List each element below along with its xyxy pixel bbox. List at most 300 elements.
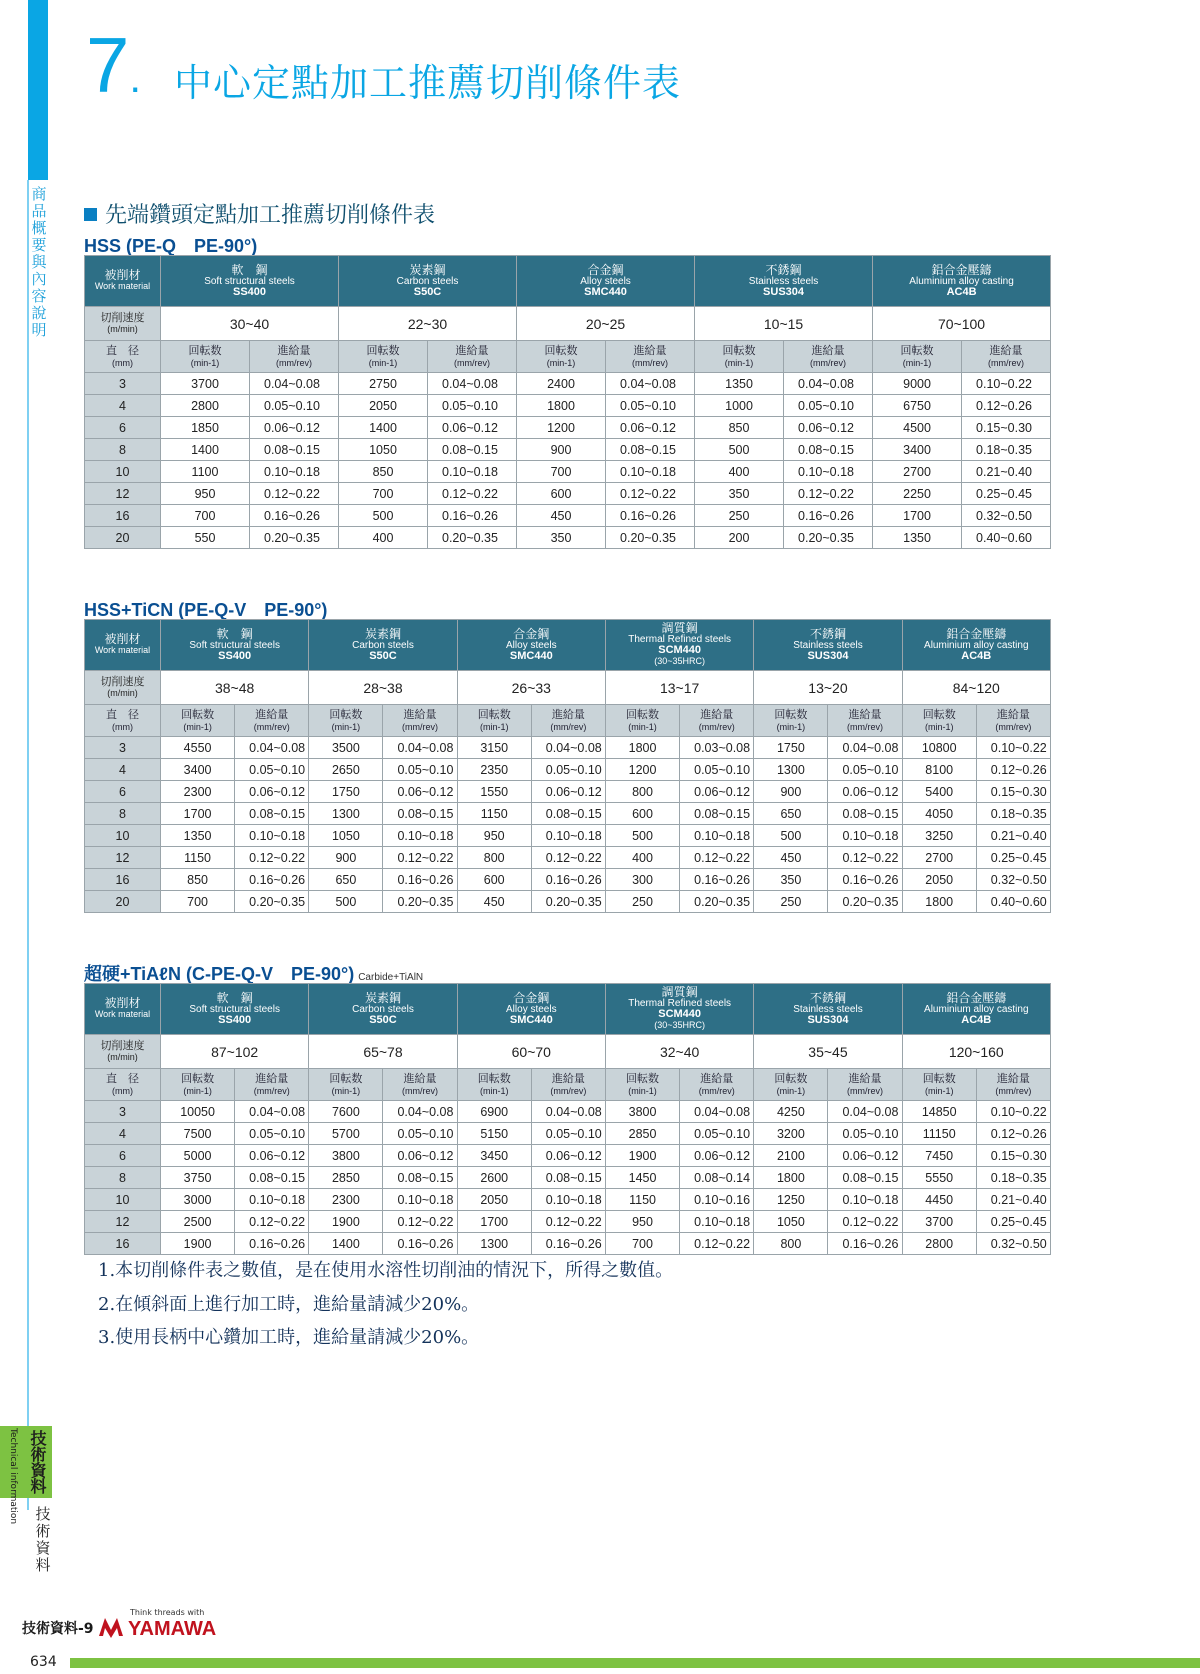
diameter-cell: 4 <box>85 395 161 417</box>
diameter-cell: 16 <box>85 869 161 891</box>
feed-header-zh: 進給量 <box>700 1072 734 1085</box>
material-header-cell <box>695 256 873 307</box>
feed-cell: 0.12~0.26 <box>976 759 1050 781</box>
feed-cell: 0.16~0.26 <box>531 1233 605 1255</box>
material-code: SS400 <box>218 1013 252 1026</box>
diameter-label <box>85 341 161 373</box>
feed-cell: 0.16~0.26 <box>784 505 873 527</box>
material-name-en: Stainless steels <box>793 639 863 651</box>
feed-header <box>250 341 339 373</box>
rpm-cell: 1800 <box>902 891 976 913</box>
feed-cell: 0.32~0.50 <box>962 505 1051 527</box>
feed-cell: 0.05~0.10 <box>680 1123 754 1145</box>
feed-header-zh: 進給量 <box>255 708 289 721</box>
cutting-speed-label <box>85 307 161 341</box>
material-hardness: (30~35HRC) <box>654 1020 706 1030</box>
rpm-header-zh: 回転数 <box>900 344 934 357</box>
feed-cell: 0.12~0.22 <box>250 483 339 505</box>
diameter-unit: (mm) <box>112 721 133 732</box>
cutting-table-carbide-tialn <box>84 983 1051 1255</box>
feed-header <box>680 705 754 737</box>
cutting-speed-value: 10~15 <box>695 307 873 341</box>
material-name-zh: 合金鋼 <box>513 626 550 641</box>
feed-cell: 0.12~0.22 <box>235 847 309 869</box>
rpm-header <box>309 1069 383 1101</box>
material-code: SCM440 <box>658 1008 702 1020</box>
diameter-cell: 8 <box>85 439 161 461</box>
column-subheader-row <box>85 341 1051 373</box>
rpm-cell: 600 <box>517 483 606 505</box>
feed-header-unit: (mm/rev) <box>550 721 587 732</box>
table-row <box>85 1101 1051 1123</box>
table-row <box>85 803 1051 825</box>
table-row <box>85 483 1051 505</box>
rpm-cell: 1250 <box>754 1189 828 1211</box>
diameter-unit: (mm) <box>112 357 133 368</box>
material-header-cell <box>873 256 1051 307</box>
feed-cell: 0.04~0.08 <box>828 1101 902 1123</box>
rpm-cell: 1000 <box>695 395 784 417</box>
feed-header <box>531 705 605 737</box>
diameter-cell: 4 <box>85 759 161 781</box>
feed-cell: 0.03~0.08 <box>680 737 754 759</box>
feed-cell: 0.06~0.12 <box>828 781 902 803</box>
feed-cell: 0.05~0.10 <box>828 759 902 781</box>
feed-header-unit: (mm/rev) <box>253 1085 290 1096</box>
material-header-cell <box>161 984 309 1035</box>
feed-cell: 0.20~0.35 <box>680 891 754 913</box>
rpm-cell: 300 <box>605 869 679 891</box>
rpm-cell: 1900 <box>161 1233 235 1255</box>
feed-cell: 0.10~0.18 <box>235 1189 309 1211</box>
rpm-header-zh: 回転数 <box>366 344 400 357</box>
rpm-cell: 350 <box>754 869 828 891</box>
feed-header <box>962 341 1051 373</box>
sub-heading: 先端鑽頭定點加工推薦切削條件表 <box>84 198 435 229</box>
material-code: S50C <box>369 649 397 662</box>
rpm-cell: 850 <box>161 869 235 891</box>
rpm-cell: 3700 <box>902 1211 976 1233</box>
material-name-en: Thermal Refined steels <box>628 634 732 645</box>
feed-header <box>428 341 517 373</box>
cutting-speed-unit: (m/min) <box>107 1051 138 1062</box>
page-number: 634 <box>30 1654 57 1670</box>
cutting-speed-unit: (m/min) <box>107 323 138 334</box>
feed-cell: 0.10~0.18 <box>531 825 605 847</box>
feed-header-unit: (mm/rev) <box>988 357 1025 368</box>
feed-cell: 0.06~0.12 <box>606 417 695 439</box>
feed-cell: 0.25~0.45 <box>962 483 1051 505</box>
page-title: 中心定點加工推薦切削條件表 <box>174 61 682 105</box>
feed-cell: 0.05~0.10 <box>250 395 339 417</box>
feed-cell: 0.05~0.10 <box>606 395 695 417</box>
feed-header-zh: 進給量 <box>255 1072 289 1085</box>
feed-cell: 0.06~0.12 <box>250 417 339 439</box>
feed-cell: 0.12~0.22 <box>828 1211 902 1233</box>
rpm-cell: 1050 <box>754 1211 828 1233</box>
feed-cell: 0.15~0.30 <box>962 417 1051 439</box>
rpm-header-zh: 回転数 <box>329 708 363 721</box>
material-code: SUS304 <box>763 285 805 298</box>
feed-cell: 0.16~0.26 <box>680 869 754 891</box>
rpm-cell: 800 <box>754 1233 828 1255</box>
cutting-speed-value: 28~38 <box>309 671 457 705</box>
feed-cell: 0.16~0.26 <box>828 1233 902 1255</box>
feed-cell: 0.08~0.15 <box>531 803 605 825</box>
rpm-cell: 1800 <box>754 1167 828 1189</box>
rpm-header-unit: (min-1) <box>724 357 754 368</box>
feed-cell: 0.16~0.26 <box>383 869 457 891</box>
feed-cell: 0.05~0.10 <box>383 1123 457 1145</box>
table-row <box>85 1211 1051 1233</box>
rpm-cell: 1800 <box>605 737 679 759</box>
rpm-cell: 5400 <box>902 781 976 803</box>
rpm-cell: 3750 <box>161 1167 235 1189</box>
rpm-cell: 3400 <box>873 439 962 461</box>
rpm-cell: 4500 <box>873 417 962 439</box>
rpm-header-unit: (min-1) <box>368 357 398 368</box>
rpm-cell: 10800 <box>902 737 976 759</box>
feed-header-unit: (mm/rev) <box>847 1085 884 1096</box>
rpm-cell: 550 <box>161 527 250 549</box>
rpm-cell: 1450 <box>605 1167 679 1189</box>
feed-cell: 0.04~0.08 <box>235 1101 309 1123</box>
diameter-label <box>85 1069 161 1101</box>
rpm-cell: 5000 <box>161 1145 235 1167</box>
cutting-speed-row <box>85 1035 1051 1069</box>
rpm-header-unit: (min-1) <box>331 721 361 732</box>
diameter-unit: (mm) <box>112 1085 133 1096</box>
rpm-cell: 3150 <box>457 737 531 759</box>
rpm-cell: 8100 <box>902 759 976 781</box>
material-code: SCM440 <box>658 644 702 656</box>
rpm-cell: 350 <box>517 527 606 549</box>
rpm-header <box>605 705 679 737</box>
feed-header-zh: 進給量 <box>811 344 845 357</box>
feed-header-unit: (mm/rev) <box>550 1085 587 1096</box>
rpm-cell: 1400 <box>161 439 250 461</box>
material-header-cell <box>339 256 517 307</box>
feed-header-zh: 進給量 <box>996 1072 1030 1085</box>
rpm-cell: 3800 <box>309 1145 383 1167</box>
rpm-header-zh: 回転数 <box>544 344 578 357</box>
feed-cell: 0.08~0.15 <box>428 439 517 461</box>
rpm-cell: 650 <box>309 869 383 891</box>
rpm-header-zh: 回転数 <box>774 1072 808 1085</box>
diameter-cell: 4 <box>85 1123 161 1145</box>
feed-header-zh: 進給量 <box>848 1072 882 1085</box>
diameter-cell: 6 <box>85 781 161 803</box>
rpm-header <box>457 705 531 737</box>
rpm-cell: 6750 <box>873 395 962 417</box>
feed-header-unit: (mm/rev) <box>698 721 735 732</box>
technical-info-tab-label-en: Technical information <box>8 1428 18 1525</box>
feed-cell: 0.10~0.18 <box>828 1189 902 1211</box>
cutting-speed-value: 70~100 <box>873 307 1051 341</box>
feed-cell: 0.16~0.26 <box>828 869 902 891</box>
feed-cell: 0.08~0.15 <box>680 803 754 825</box>
feed-cell: 0.32~0.50 <box>976 869 1050 891</box>
feed-cell: 0.21~0.40 <box>962 461 1051 483</box>
rpm-cell: 2250 <box>873 483 962 505</box>
feed-header-unit: (mm/rev) <box>995 721 1032 732</box>
rpm-cell: 3800 <box>605 1101 679 1123</box>
cutting-speed-value: 60~70 <box>457 1035 605 1069</box>
feed-cell: 0.08~0.15 <box>383 1167 457 1189</box>
rpm-cell: 2100 <box>754 1145 828 1167</box>
feed-cell: 0.05~0.10 <box>428 395 517 417</box>
feed-header-zh: 進給量 <box>551 1072 585 1085</box>
rpm-cell: 900 <box>517 439 606 461</box>
rpm-cell: 1100 <box>161 461 250 483</box>
feed-cell: 0.06~0.12 <box>784 417 873 439</box>
cutting-speed-label-zh: 切削速度 <box>100 311 145 324</box>
rpm-cell: 2500 <box>161 1211 235 1233</box>
column-subheader-row <box>85 705 1051 737</box>
diameter-cell: 12 <box>85 1211 161 1233</box>
feed-cell: 0.10~0.18 <box>606 461 695 483</box>
rpm-cell: 9000 <box>873 373 962 395</box>
feed-header <box>828 1069 902 1101</box>
rpm-cell: 1050 <box>309 825 383 847</box>
rpm-cell: 2850 <box>605 1123 679 1145</box>
material-name-en: Aluminium alloy casting <box>924 1003 1029 1015</box>
rpm-cell: 5550 <box>902 1167 976 1189</box>
rpm-header <box>161 341 250 373</box>
rpm-cell: 400 <box>605 847 679 869</box>
feed-header-zh: 進給量 <box>700 708 734 721</box>
feed-cell: 0.12~0.22 <box>784 483 873 505</box>
table-row <box>85 417 1051 439</box>
feed-cell: 0.10~0.18 <box>383 825 457 847</box>
table-row <box>85 1233 1051 1255</box>
diameter-cell: 6 <box>85 417 161 439</box>
side-accent-bar <box>28 0 48 180</box>
rpm-cell: 500 <box>339 505 428 527</box>
feed-cell: 0.12~0.22 <box>606 483 695 505</box>
brand-name: YAMAWA <box>128 1618 217 1640</box>
material-name-en: Carbon steels <box>396 275 459 287</box>
diameter-cell: 12 <box>85 483 161 505</box>
feed-header <box>784 341 873 373</box>
rpm-cell: 1700 <box>457 1211 531 1233</box>
rpm-cell: 2050 <box>902 869 976 891</box>
rpm-header-unit: (min-1) <box>924 721 954 732</box>
cutting-speed-label-zh: 切削速度 <box>100 675 145 688</box>
rpm-cell: 3250 <box>902 825 976 847</box>
feed-header-unit: (mm/rev) <box>632 357 669 368</box>
rpm-cell: 1150 <box>605 1189 679 1211</box>
feed-header-unit: (mm/rev) <box>253 721 290 732</box>
feed-cell: 0.21~0.40 <box>976 825 1050 847</box>
feed-cell: 0.20~0.35 <box>235 891 309 913</box>
rpm-cell: 2050 <box>457 1189 531 1211</box>
feed-cell: 0.08~0.15 <box>828 1167 902 1189</box>
feed-cell: 0.20~0.35 <box>606 527 695 549</box>
feed-cell: 0.10~0.18 <box>680 825 754 847</box>
feed-cell: 0.04~0.08 <box>383 1101 457 1123</box>
material-name-zh: 鋁合金壓鑄 <box>931 262 992 277</box>
rpm-cell: 500 <box>754 825 828 847</box>
rpm-header-zh: 回転数 <box>188 344 222 357</box>
technical-info-tab-label: 技術資料 <box>28 1430 47 1494</box>
feed-cell: 0.05~0.10 <box>235 1123 309 1145</box>
feed-cell: 0.25~0.45 <box>976 1211 1050 1233</box>
brand-tagline: Think threads with <box>130 1608 205 1617</box>
rpm-header-zh: 回転数 <box>922 708 956 721</box>
footer-bar <box>70 1658 1200 1668</box>
diameter-cell: 10 <box>85 825 161 847</box>
material-name-zh: 合金鋼 <box>587 262 624 277</box>
feed-cell: 0.12~0.22 <box>235 1211 309 1233</box>
rpm-cell: 1200 <box>517 417 606 439</box>
rpm-cell: 950 <box>457 825 531 847</box>
rpm-cell: 450 <box>457 891 531 913</box>
material-header-cell <box>309 620 457 671</box>
feed-cell: 0.15~0.30 <box>976 1145 1050 1167</box>
table-row <box>85 847 1051 869</box>
feed-header <box>531 1069 605 1101</box>
material-code: SS400 <box>218 649 252 662</box>
rpm-header-unit: (min-1) <box>183 721 212 732</box>
rpm-cell: 950 <box>605 1211 679 1233</box>
note-3: 3.使用長柄中心鑽加工時，進給量請減少20%。 <box>98 1327 480 1348</box>
feed-header-unit: (mm/rev) <box>402 1085 439 1096</box>
feed-cell: 0.12~0.22 <box>828 847 902 869</box>
rpm-cell: 850 <box>339 461 428 483</box>
rpm-cell: 4050 <box>902 803 976 825</box>
material-name-en: Carbon steels <box>352 639 414 651</box>
rpm-cell: 800 <box>605 781 679 803</box>
diameter-cell: 6 <box>85 1145 161 1167</box>
material-name-en: Stainless steels <box>793 1003 863 1015</box>
diameter-cell: 20 <box>85 527 161 549</box>
rpm-cell: 7500 <box>161 1123 235 1145</box>
feed-cell: 0.12~0.22 <box>383 847 457 869</box>
material-name-zh: 不銹鋼 <box>809 626 846 641</box>
rpm-header-unit: (min-1) <box>183 1085 212 1096</box>
cutting-speed-value: 30~40 <box>161 307 339 341</box>
material-code: SUS304 <box>807 1013 849 1026</box>
rpm-header-zh: 回転数 <box>626 1072 660 1085</box>
material-name-zh: 軟 鋼 <box>231 262 268 277</box>
rpm-cell: 700 <box>605 1233 679 1255</box>
rpm-header-zh: 回転数 <box>181 1072 215 1085</box>
feed-cell: 0.21~0.40 <box>976 1189 1050 1211</box>
material-header-cell <box>605 620 753 671</box>
work-material-label <box>85 256 161 307</box>
material-name-en: Soft structural steels <box>189 1003 280 1015</box>
cutting-speed-value: 22~30 <box>339 307 517 341</box>
work-material-label-zh: 被削材 <box>104 996 141 1010</box>
rpm-cell: 1300 <box>457 1233 531 1255</box>
rpm-cell: 2300 <box>161 781 235 803</box>
rpm-cell: 3200 <box>754 1123 828 1145</box>
cutting-speed-value: 87~102 <box>161 1035 309 1069</box>
side-section-label: 商品概要與內容說明 <box>31 185 47 339</box>
rpm-cell: 5150 <box>457 1123 531 1145</box>
rpm-cell: 7450 <box>902 1145 976 1167</box>
feed-cell: 0.10~0.18 <box>784 461 873 483</box>
rpm-header-zh: 回転数 <box>477 1072 511 1085</box>
rpm-header <box>517 341 606 373</box>
rpm-cell: 450 <box>517 505 606 527</box>
note-1: 1.本切削條件表之數值，是在使用水溶性切削油的情況下，所得之數值。 <box>98 1260 674 1281</box>
rpm-cell: 1750 <box>309 781 383 803</box>
rpm-cell: 1700 <box>161 803 235 825</box>
feed-cell: 0.08~0.15 <box>235 1167 309 1189</box>
rpm-cell: 1400 <box>339 417 428 439</box>
material-name-en: Aluminium alloy casting <box>924 639 1029 651</box>
material-code: S50C <box>413 285 442 298</box>
material-name-zh: 鋁合金壓鑄 <box>946 626 1007 641</box>
rpm-cell: 2300 <box>309 1189 383 1211</box>
cutting-speed-value: 32~40 <box>605 1035 753 1069</box>
rpm-cell: 1300 <box>309 803 383 825</box>
feed-cell: 0.10~0.22 <box>976 737 1050 759</box>
material-name-zh: 軟 鋼 <box>216 626 253 641</box>
rpm-header-unit: (min-1) <box>546 357 576 368</box>
feed-cell: 0.12~0.26 <box>962 395 1051 417</box>
rpm-header <box>339 341 428 373</box>
table-row <box>85 1123 1051 1145</box>
rpm-cell: 2750 <box>339 373 428 395</box>
cutting-speed-label <box>85 671 161 705</box>
rpm-cell: 250 <box>754 891 828 913</box>
cutting-table-hss-ticn <box>84 619 1051 913</box>
feed-cell: 0.32~0.50 <box>976 1233 1050 1255</box>
rpm-header <box>873 341 962 373</box>
work-material-label <box>85 620 161 671</box>
table-row <box>85 1145 1051 1167</box>
feed-header <box>235 705 309 737</box>
feed-cell: 0.12~0.22 <box>383 1211 457 1233</box>
rpm-header-zh: 回転数 <box>922 1072 956 1085</box>
diameter-cell: 16 <box>85 1233 161 1255</box>
rpm-cell: 600 <box>457 869 531 891</box>
feed-cell: 0.04~0.08 <box>828 737 902 759</box>
material-header-cell <box>754 984 902 1035</box>
side-divider-line <box>27 180 29 1510</box>
feed-header-zh: 進給量 <box>989 344 1023 357</box>
feed-header-zh: 進給量 <box>403 1072 437 1085</box>
diameter-cell: 16 <box>85 505 161 527</box>
cutting-speed-value: 84~120 <box>902 671 1050 705</box>
rpm-cell: 800 <box>457 847 531 869</box>
material-header-row <box>85 256 1051 307</box>
feed-header-unit: (mm/rev) <box>276 357 312 368</box>
feed-cell: 0.04~0.08 <box>383 737 457 759</box>
material-name-zh: 炭素鋼 <box>409 262 446 277</box>
rpm-header-unit: (min-1) <box>628 721 657 732</box>
feed-header-unit: (mm/rev) <box>454 357 490 368</box>
rpm-header-unit: (min-1) <box>776 721 806 732</box>
rpm-cell: 4250 <box>754 1101 828 1123</box>
rpm-cell: 3700 <box>161 373 250 395</box>
feed-cell: 0.10~0.18 <box>250 461 339 483</box>
rpm-header-unit: (min-1) <box>331 1085 361 1096</box>
rpm-cell: 350 <box>695 483 784 505</box>
section-number: 7. <box>86 21 142 109</box>
rpm-cell: 3400 <box>161 759 235 781</box>
material-name-zh: 炭素鋼 <box>364 990 401 1005</box>
feed-cell: 0.12~0.26 <box>976 1123 1050 1145</box>
rpm-header-unit: (min-1) <box>628 1085 657 1096</box>
feed-cell: 0.05~0.10 <box>784 395 873 417</box>
feed-header-zh: 進給量 <box>633 344 667 357</box>
material-name-zh: 不銹鋼 <box>765 262 802 277</box>
material-name-en: Soft structural steels <box>189 639 280 651</box>
